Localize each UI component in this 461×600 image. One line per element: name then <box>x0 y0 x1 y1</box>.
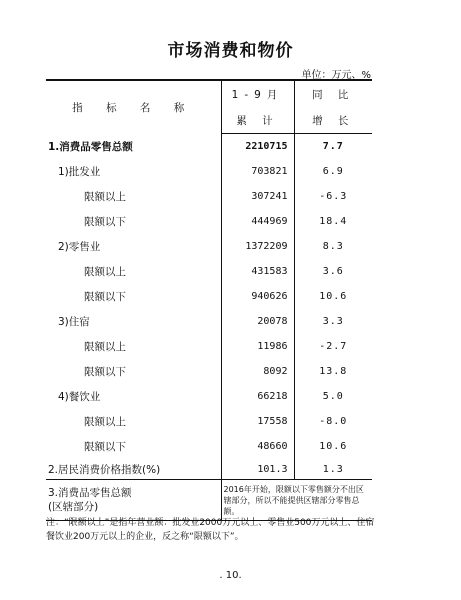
row-name: 2)零售业 <box>46 234 221 259</box>
row-name: 限额以下 <box>46 359 221 384</box>
row-name: 4)餐饮业 <box>46 384 221 409</box>
row-value: 11986 <box>221 334 294 359</box>
district-row-name-line1: 3.消费品零售总额 <box>48 487 132 499</box>
row-growth: 3.6 <box>322 266 344 277</box>
row-value: 2210715 <box>221 134 294 160</box>
table-row <box>46 159 372 184</box>
row-growth: -6.3 <box>319 191 348 202</box>
row-name: 2.居民消费价格指数(%) <box>46 459 221 480</box>
table-row <box>46 234 372 259</box>
header-period-sub: 累 计 <box>221 107 294 134</box>
row-value: 940626 <box>221 284 294 309</box>
header-indicator: 指 标 名 称 <box>46 80 221 134</box>
row-name: 3)住宿 <box>46 309 221 334</box>
row-value: 20078 <box>221 309 294 334</box>
row-name: 限额以下 <box>46 209 221 234</box>
row-value: 66218 <box>221 384 294 409</box>
table-row <box>46 434 372 459</box>
row-growth: 10.6 <box>319 291 348 302</box>
row-growth: -8.0 <box>319 416 348 427</box>
header-yoy: 同 比 <box>294 80 372 107</box>
table-row <box>46 384 372 409</box>
district-row-name-line2: (区辖部分) <box>48 501 99 513</box>
row-name: 限额以下 <box>46 434 221 459</box>
row-value: 17558 <box>221 409 294 434</box>
row-name: 1)批发业 <box>46 159 221 184</box>
table-row <box>46 459 372 480</box>
row-value: 8092 <box>221 359 294 384</box>
row-growth: 6.9 <box>322 166 344 177</box>
row-growth: -2.7 <box>319 341 348 352</box>
table-row <box>46 259 372 284</box>
header-yoy-sub: 增 长 <box>294 107 372 134</box>
row-value: 48660 <box>221 434 294 459</box>
row-growth: 10.6 <box>319 441 348 452</box>
row-name: 限额以下 <box>46 284 221 309</box>
page-title: 市场消费和物价 <box>167 41 294 61</box>
row-name: 1.消费品零售总额 <box>46 134 221 160</box>
header-period: 1-9月 <box>221 80 294 107</box>
unit-label: 单位：万元、% <box>301 70 371 81</box>
table-row <box>46 184 372 209</box>
table-row <box>46 284 372 309</box>
row-name: 限额以上 <box>46 334 221 359</box>
table-row <box>46 409 372 434</box>
row-name: 限额以上 <box>46 184 221 209</box>
table-row <box>46 334 372 359</box>
footnote: 注：“限额以上”是指年营业额：批发业2000万元以上、零售业500万元以上、住宿餐饮业200万元以上的企业，反之称“限额以下”。 <box>46 518 375 542</box>
table-row <box>46 134 372 160</box>
table-row <box>46 309 372 334</box>
table-row-district <box>46 480 372 521</box>
row-name: 限额以上 <box>46 259 221 284</box>
district-row-name <box>46 480 221 521</box>
row-value: 431583 <box>221 259 294 284</box>
row-growth: 5.0 <box>322 391 344 402</box>
row-growth: 3.3 <box>322 316 344 327</box>
row-growth: 1.3 <box>322 463 344 475</box>
row-value: 444969 <box>221 209 294 234</box>
row-growth: 18.4 <box>319 216 348 227</box>
page-number: . 10. <box>219 570 242 581</box>
row-value: 101.3 <box>221 459 294 480</box>
row-value: 307241 <box>221 184 294 209</box>
district-row-note: 2016年开始，限额以下零售额分不出区辖部分，所以不能提供区辖部分零售总额。 <box>221 480 372 521</box>
table-row <box>46 359 372 384</box>
row-growth: 7.7 <box>322 141 344 152</box>
row-growth: 8.3 <box>322 241 344 252</box>
row-growth: 13.8 <box>319 366 348 377</box>
table-row <box>46 209 372 234</box>
row-value: 703821 <box>221 159 294 184</box>
row-value: 1372209 <box>221 234 294 259</box>
row-name: 限额以上 <box>46 409 221 434</box>
consumption-table <box>46 79 372 521</box>
